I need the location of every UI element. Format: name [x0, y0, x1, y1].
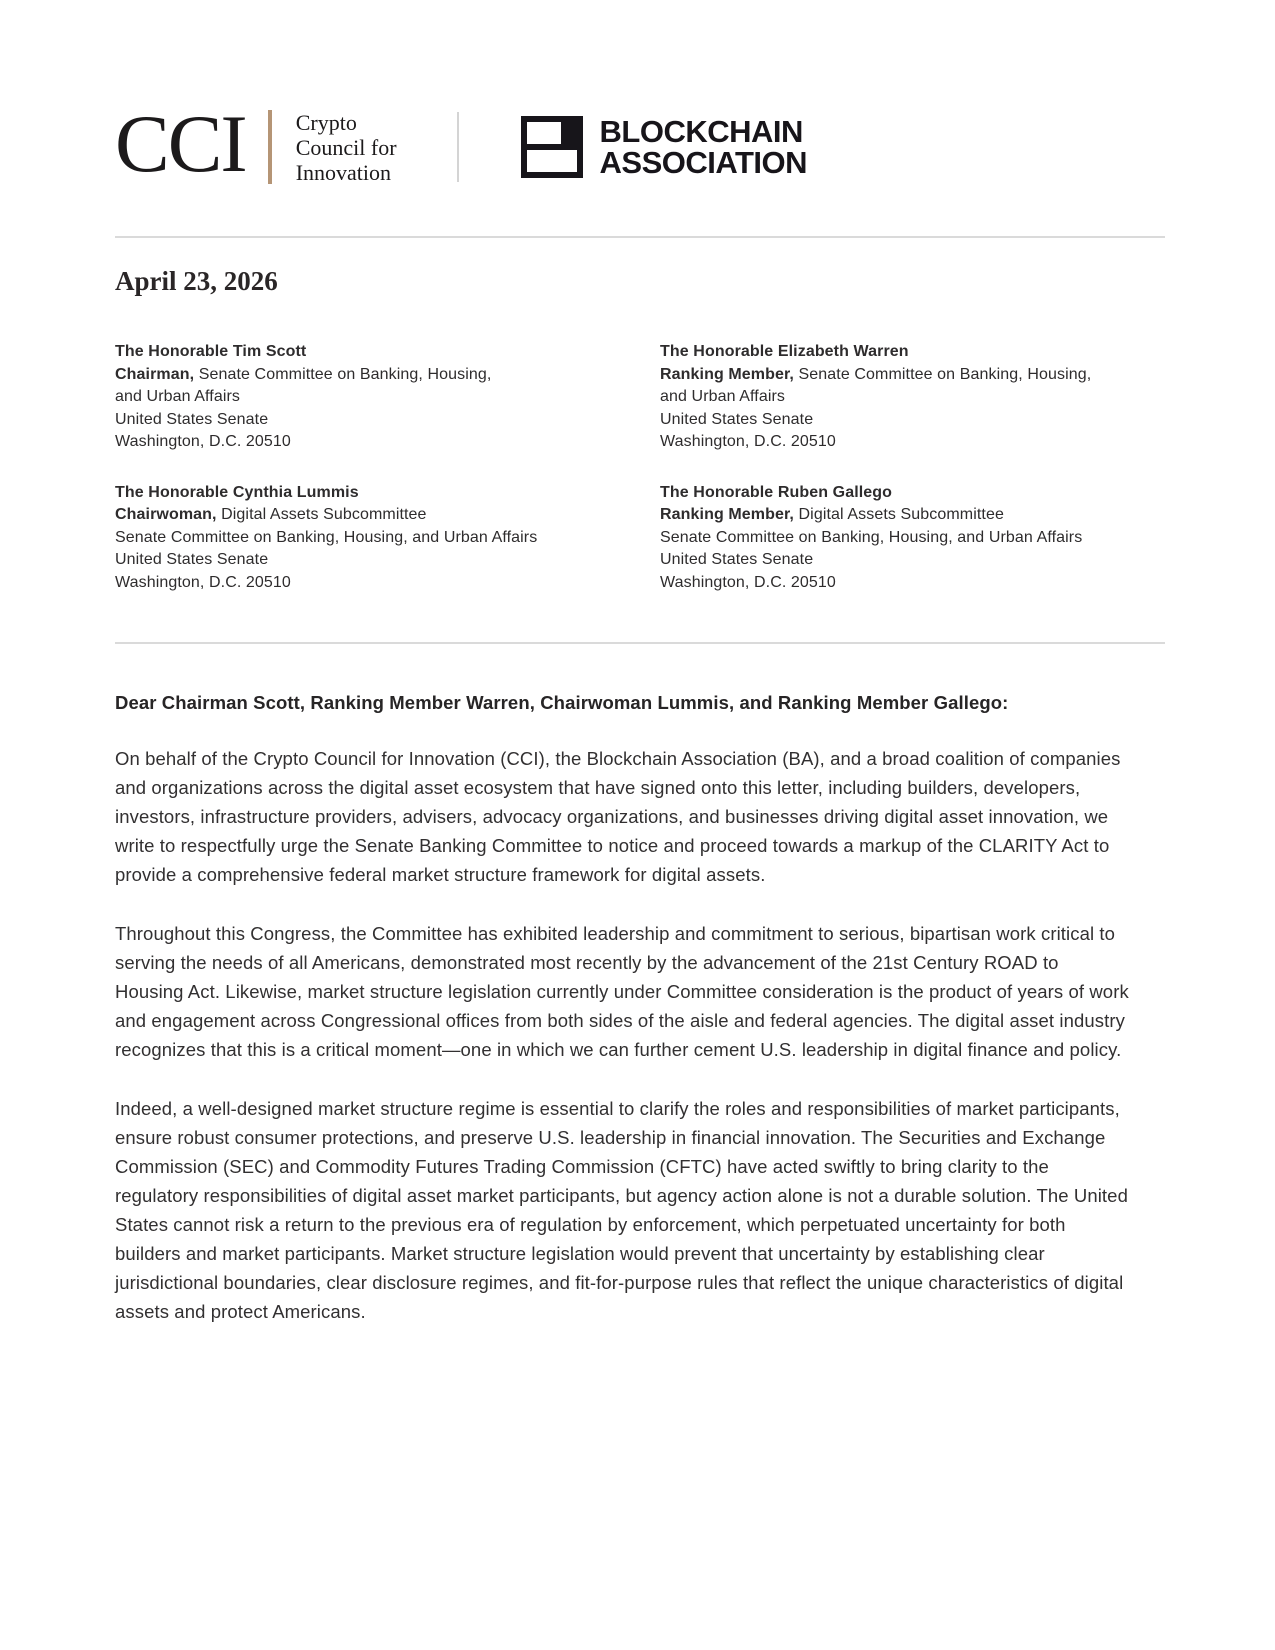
- logo-divider-line: [457, 112, 459, 182]
- recipient-name: The Honorable Ruben Gallego: [660, 483, 893, 501]
- salutation: Dear Chairman Scott, Ranking Member Warren, Chairwoman Lummis, and Ranking Member Gallego:: [115, 692, 1009, 713]
- recipient-role: Ranking Member,: [660, 506, 794, 523]
- recipient-address-line: Senate Committee on Banking, Housing, and Urban Affairs: [660, 528, 1083, 546]
- recipient-address-line: Washington, D.C. 20510: [660, 573, 836, 591]
- blockchain-association-wordmark: [600, 116, 808, 178]
- recipient-role: Chairman,: [115, 365, 195, 383]
- recipient-address-line: United States Senate: [660, 410, 814, 428]
- cci-logo: [115, 98, 397, 189]
- recipient-address-line: United States Senate: [660, 551, 814, 568]
- recipient-role-rest: Digital Assets Subcommittee: [216, 506, 427, 523]
- cci-name-line: Innovation: [295, 159, 392, 185]
- recipient-address-line: Washington, D.C. 20510: [660, 433, 836, 450]
- recipient-address-line: United States Senate: [115, 410, 269, 428]
- cci-name: [296, 110, 397, 185]
- recipient-role-line: [115, 504, 660, 527]
- blockchain-association-icon: [521, 116, 583, 178]
- recipient-address-line: Washington, D.C. 20510: [115, 573, 291, 591]
- recipient-address-line: Washington, D.C. 20510: [115, 433, 291, 450]
- recipient-role-rest: Senate Committee on Banking, Housing,: [793, 365, 1092, 383]
- cci-name-line: Council for: [295, 134, 397, 160]
- recipient-block-lummis: [115, 482, 660, 595]
- blockchain-association-logo: [521, 116, 808, 178]
- recipient-role: Ranking Member,: [660, 365, 794, 383]
- recipient-role: Chairwoman,: [115, 506, 217, 523]
- recipient-block-warren: [660, 341, 1165, 454]
- body-paragraph-2: Throughout this Congress, the Committee has exhibited leadership and commitment to serious, bipartisan work critical to serving the needs of all Americans, demonstrated most recently by the advancement of the 21st Century ROAD to Housing Act. Likewise, market structure legislation currently under Committee consideration is the product of years of work and engagement across Congressional offices from both sides of the aisle and federal agencies. The digital asset industry recognizes that this is a critical moment—one in which we can further cement U.S. leadership in digital finance and policy.: [115, 923, 1129, 1060]
- header-divider-line: [115, 236, 1165, 238]
- recipient-address-line: United States Senate: [115, 551, 269, 568]
- recipient-role-line: [660, 364, 1165, 387]
- cci-accent-bar: [268, 110, 272, 184]
- recipient-name: The Honorable Cynthia Lummis: [115, 483, 359, 501]
- recipient-name: The Honorable Elizabeth Warren: [660, 343, 909, 360]
- recipient-address-line: and Urban Affairs: [115, 388, 241, 405]
- recipient-role-rest: Digital Assets Subcommittee: [793, 506, 1004, 523]
- recipient-block-gallego: [660, 482, 1165, 595]
- body-paragraph-1: On behalf of the Crypto Council for Innovation (CCI), the Blockchain Association (BA), and a broad coalition of companies and organizations across the digital asset ecosystem that have signed onto this letter, including builders, developers, investors, infrastructure providers, advisers, advocacy organizations, and businesses driving digital asset innovation, we write to respectfully urge the Senate Banking Committee to notice and proceed towards a markup of the CLARITY Act to provide a comprehensive federal market structure framework for digital assets.: [115, 748, 1121, 885]
- recipient-grid: [115, 341, 1165, 594]
- recipient-role-line: [660, 504, 1165, 527]
- cci-name-line: Crypto: [295, 109, 357, 135]
- recipient-name: The Honorable Tim Scott: [115, 343, 307, 360]
- cci-acronym: CCI: [115, 98, 246, 189]
- recipient-address-line: and Urban Affairs: [660, 388, 786, 405]
- letter-date: April 23, 2026: [115, 266, 278, 296]
- ba-word-line: ASSOCIATION: [599, 145, 808, 180]
- recipient-role-line: [115, 364, 660, 387]
- recipient-role-rest: Senate Committee on Banking, Housing,: [194, 365, 492, 383]
- recipient-block-scott: [115, 341, 660, 454]
- recipient-address-line: Senate Committee on Banking, Housing, and Urban Affairs: [115, 528, 538, 546]
- ba-word-line: BLOCKCHAIN: [599, 114, 803, 149]
- body-divider-line: [115, 642, 1165, 644]
- body-paragraph-3: Indeed, a well-designed market structure regime is essential to clarify the roles and responsibilities of market participants, ensure robust consumer protections, and preserve U.S. leadership in financial innovation. The Securities and Exchange Commission (SEC) and Commodity Futures Trading Commission (CFTC) have acted swiftly to bring clarity to the regulatory responsibilities of digital asset market participants, but agency action alone is not a durable solution. The United States cannot risk a return to the previous era of regulation by enforcement, which perpetuated uncertainty for both builders and market participants. Market structure legislation would prevent that uncertainty by establishing clear jurisdictional boundaries, clear disclosure regimes, and fit-for-purpose rules that reflect the unique characteristics of digital assets and protect Americans.: [115, 1098, 1128, 1322]
- letterhead: [115, 98, 1165, 189]
